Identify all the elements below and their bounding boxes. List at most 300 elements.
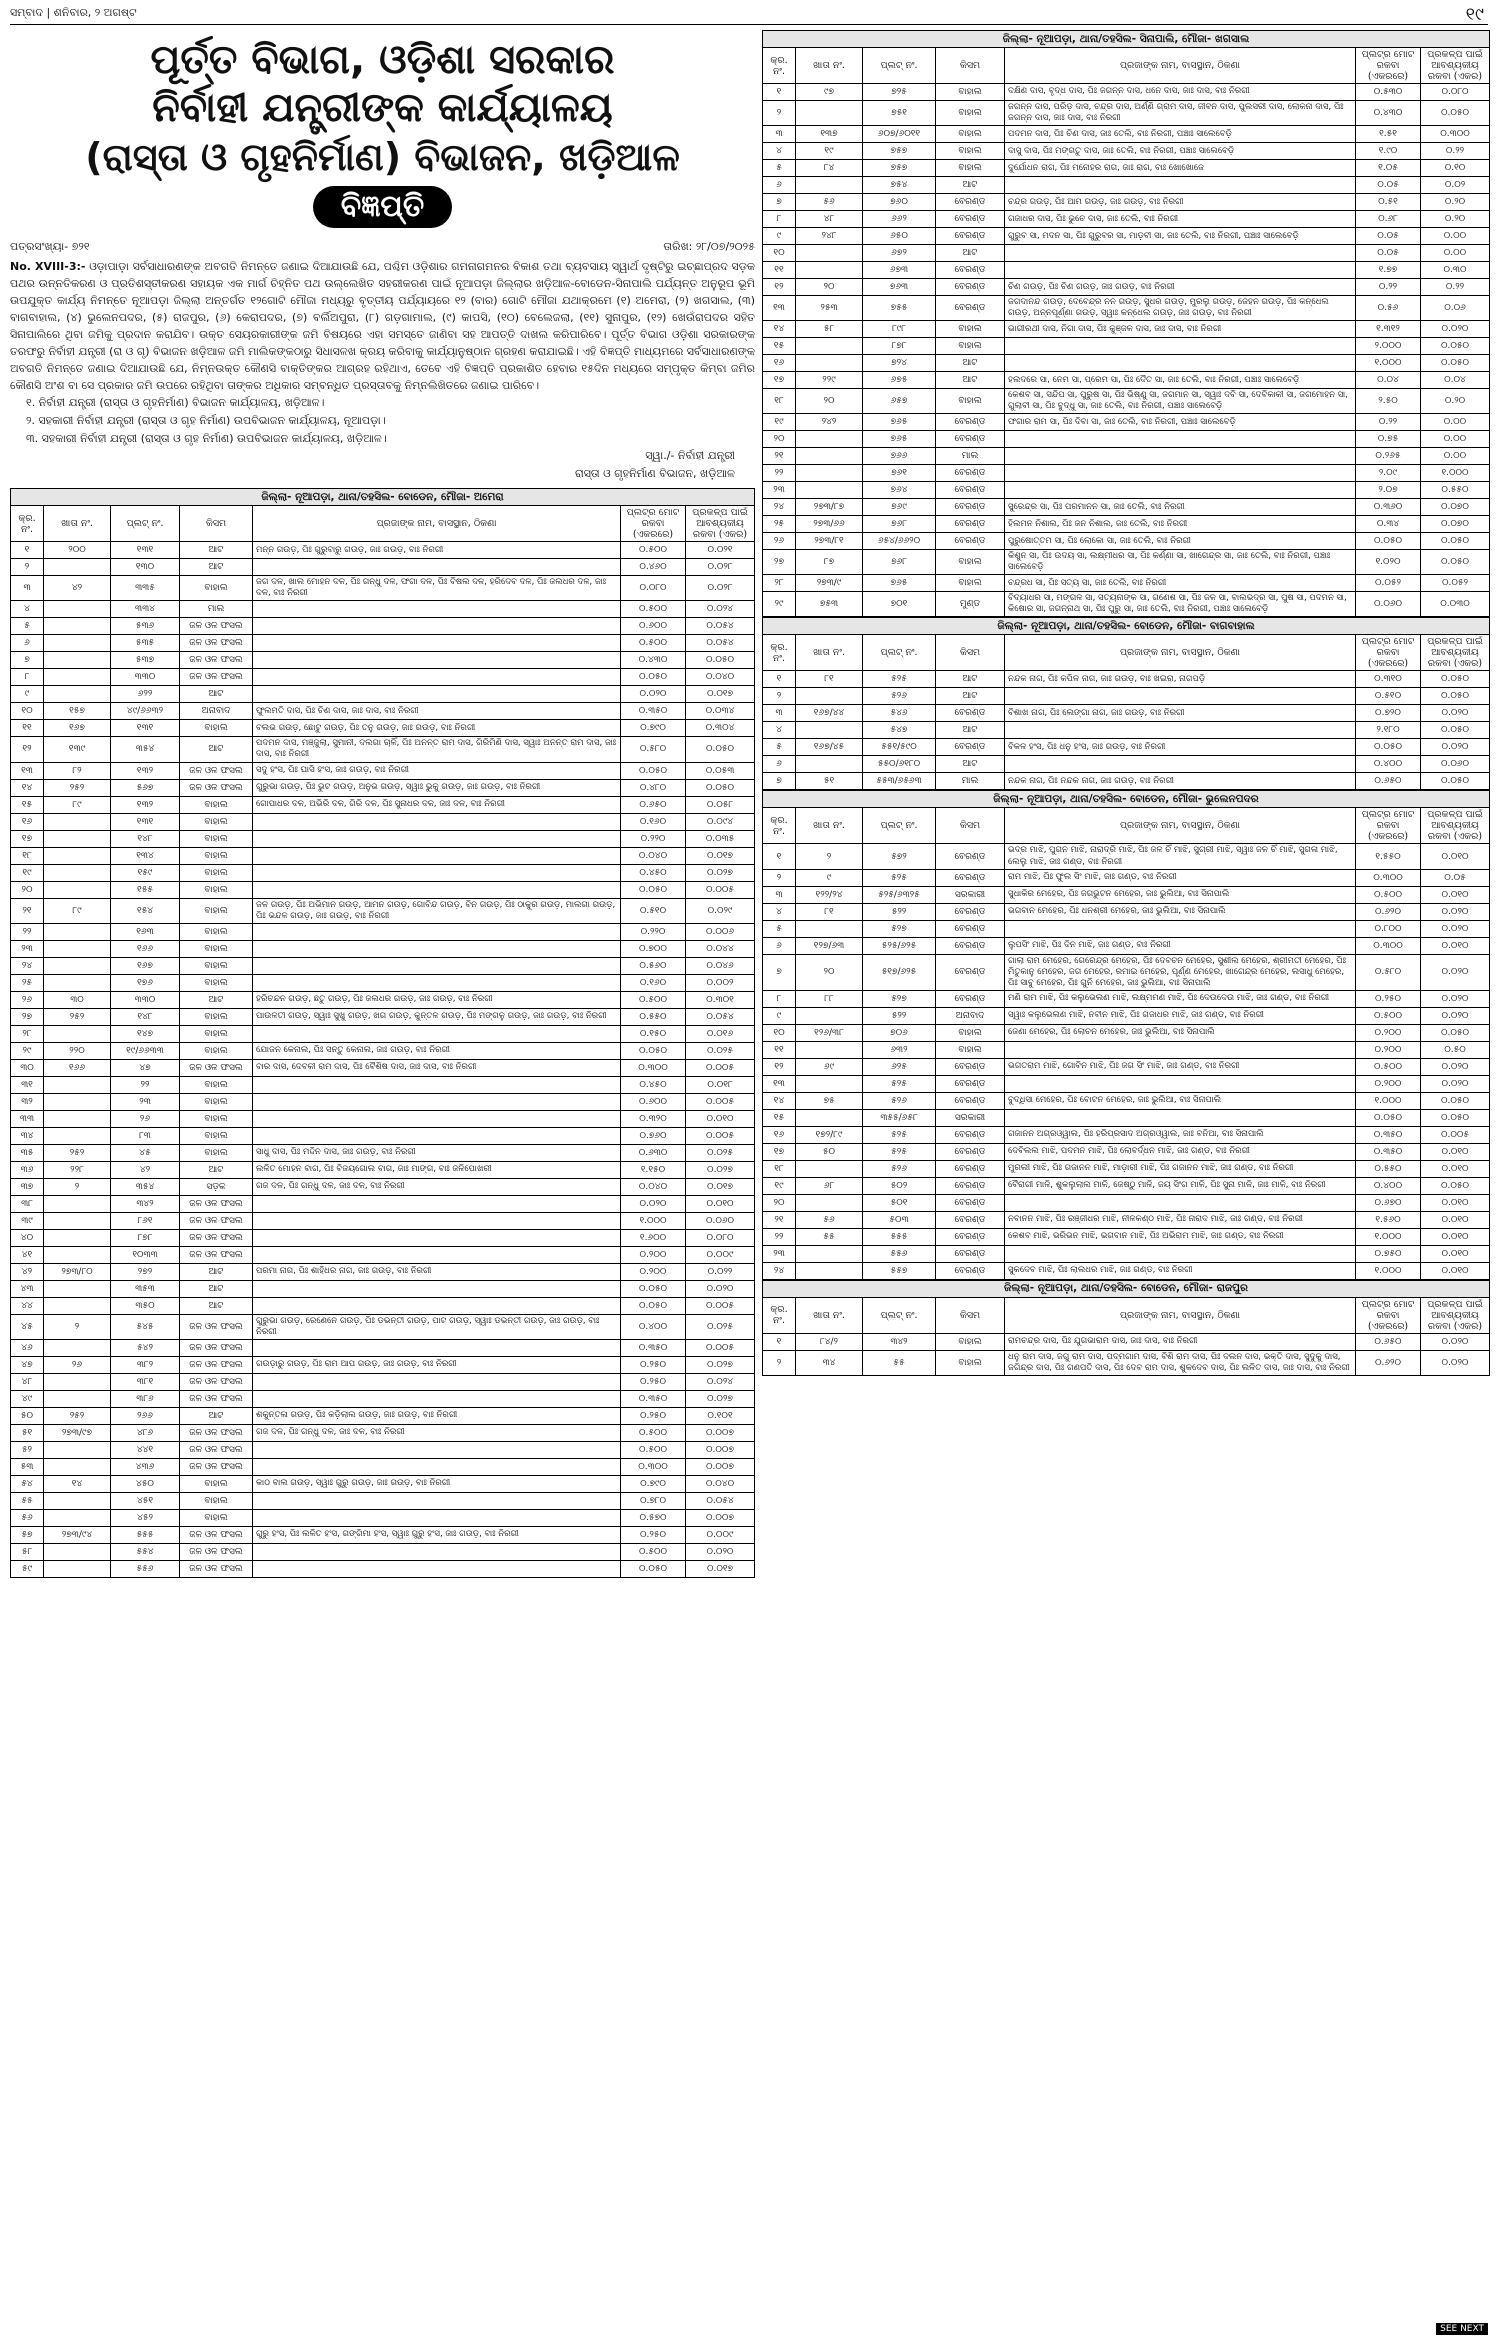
cell-owner — [253, 813, 621, 830]
cell-plot: ୪୫୦ — [111, 1475, 180, 1492]
cell-total-area: ୦.୨୫୦ — [621, 1407, 686, 1424]
cell-khata: ୨୦ — [796, 389, 863, 414]
cell-plot: ୨୩ — [111, 1093, 180, 1110]
cell-total-area: ୦.୫୦୦ — [1356, 1058, 1421, 1075]
cell-total-area: ୧.୯୦ — [1356, 143, 1421, 160]
cell-total-area: ୦.୦୫୦ — [621, 1560, 686, 1577]
cell-kisam: ବାହାଲ — [180, 1492, 253, 1509]
cell-plot: ୪୫୨ — [111, 1509, 180, 1526]
cell-sl: ୨୭ — [11, 1008, 44, 1025]
cell-owner: ବଲଭ ଗଉଡ଼, ଛୋଟୁ ଗଉଡ଼, ପିଃ ତନୁ ଗଉଡ଼, ଜାଃ ଗଉଡ଼, ବାଃ ନିରଗୀ — [253, 720, 621, 737]
cell-khata: ୨୪୨ — [796, 414, 863, 431]
cell-total-area: ୦.୭୯୦ — [621, 1475, 686, 1492]
cell-kisam: ବାହାଲ — [180, 1110, 253, 1127]
cell-kisam: ବେରଣ୍ଡ — [936, 1194, 1005, 1211]
table-row — [763, 482, 1490, 499]
cell-required-area: ୦.୦୧୦ — [1421, 844, 1490, 869]
cell-plot: ୫୨୫ — [863, 869, 936, 886]
cell-owner: ସାଧୁ ଦାସ, ପିଃ ମଦ୍ଦିନ ଦାସ, ଜାଃ ଗଉଡ଼, ବାଃ ନିରଗୀ — [253, 1144, 621, 1161]
cell-sl: ୨୩ — [763, 1245, 796, 1262]
cell-sl: ୧ — [11, 542, 44, 559]
cell-plot: ୫୪୫ — [111, 1314, 180, 1339]
cell-sl: ୨୪ — [763, 499, 796, 516]
cell-sl: ୬ — [763, 177, 796, 194]
cell-kisam: ବାହାଲ — [180, 1144, 253, 1161]
cell-sl: ୧୯ — [11, 864, 44, 881]
cell-required-area: ୦.୦୫୦ — [686, 737, 755, 762]
cell-required-area: ୦.୦୦୫ — [686, 881, 755, 898]
cell-total-area: ୦.୩୦୦ — [621, 1059, 686, 1076]
col-plot: ପ୍ଲଟ୍ ନଂ. — [863, 48, 936, 84]
cell-required-area: ୦.୦୪ — [1421, 372, 1490, 389]
cell-khata: ୨୭୩/୯ — [796, 575, 863, 592]
cell-sl: ୧ — [763, 1333, 796, 1350]
cell-khata: ୩୪ — [796, 1350, 863, 1375]
cell-kisam: ଆଟ — [180, 1280, 253, 1297]
cell-kisam: ବେରଣ୍ଡ — [936, 1143, 1005, 1160]
cell-khata — [44, 1246, 111, 1263]
cell-owner — [1005, 465, 1356, 482]
cell-owner: ଚନ୍ଦ୍ର ଗଉଡ଼, ପିଃ ଆମ ଗଉଡ଼, ଜାଃ ଗଉଡ଼, ବାଃ ନିରଗୀ — [1005, 194, 1356, 211]
cell-khata: ୧୩୯ — [44, 737, 111, 762]
cell-sl: ୨୪ — [763, 1262, 796, 1279]
table-row — [11, 1373, 755, 1390]
cell-khata — [44, 686, 111, 703]
cell-kisam: ବେରଣ୍ଡ — [936, 1228, 1005, 1245]
table-row — [11, 1526, 755, 1543]
table-row — [763, 756, 1490, 773]
cell-total-area: ୨.୫୦ — [1356, 389, 1421, 414]
table-row — [11, 796, 755, 813]
cell-owner: ସଦୁ ହଂସ, ପିଃ ଘାସି ହଂସ, ଜାଃ ଗଉଡ଼, ବାଃ ନିରଗୀ — [253, 762, 621, 779]
cell-sl: ୪୮ — [11, 1373, 44, 1390]
cell-required-area: ୦.୦୦୭ — [686, 1441, 755, 1458]
cell-kisam: ବାହାଲ — [180, 830, 253, 847]
cell-total-area: ୦.୧୫୦ — [621, 1025, 686, 1042]
cell-khata: ୧୨୬/୩୮ — [796, 1024, 863, 1041]
cell-sl: ୨୫ — [11, 974, 44, 991]
cell-total-area: ୦.୩୬୦ — [1356, 499, 1421, 516]
land-table — [762, 30, 1490, 617]
cell-total-area: ୦.୦୨୦ — [621, 1195, 686, 1212]
cell-sl: ୪୦ — [11, 1229, 44, 1246]
cell-total-area: ୦.୦୫୦ — [1356, 739, 1421, 756]
cell-plot: ୫୧୭/୬୨୫ — [863, 954, 936, 990]
cell-owner — [1005, 482, 1356, 499]
cell-required-area: ୦.୦୨୦ — [1421, 1333, 1490, 1350]
cell-plot: ୧୬୭ — [111, 957, 180, 974]
cell-plot: ୪୪୧ — [111, 1441, 180, 1458]
cell-plot: ୮୯୮ — [863, 321, 936, 338]
cell-owner — [253, 1492, 621, 1509]
table-row — [11, 1025, 755, 1042]
cell-total-area: ୦.୪୦୦ — [1356, 1177, 1421, 1194]
cell-kisam: ବାହାଲ — [936, 575, 1005, 592]
cell-kisam: ଜଳ ଓଳ ଫସଲ — [180, 1339, 253, 1356]
cell-sl: ୧୦ — [763, 245, 796, 262]
cell-plot: ୧୪୭ — [111, 1025, 180, 1042]
section-heading: ଜିଲ୍ଲା- ନୂଆପଡ଼ା, ଥାନା/ତହସିଲ- ବୋଡେନ, ମୌଜା- ବାଗବାହାଲ — [763, 618, 1490, 635]
cell-total-area: ୦.୭୯୦ — [621, 720, 686, 737]
table-row — [763, 245, 1490, 262]
cell-plot: ୩୪୨ — [863, 1333, 936, 1350]
cell-plot: ୫୦୩ — [863, 1211, 936, 1228]
cell-kisam: ବେରଣ୍ଡ — [936, 1160, 1005, 1177]
cell-owner — [253, 864, 621, 881]
cell-required-area: ୦.୦୭୦ — [1421, 516, 1490, 533]
cell-kisam: ଜଳ ଓଳ ଫସଲ — [180, 762, 253, 779]
cell-khata — [44, 1297, 111, 1314]
office-title: ନିର୍ବାହୀ ଯନ୍ତ୍ରୀଙ୍କ କାର୍ଯ୍ୟାଳୟ — [152, 85, 613, 131]
cell-kisam: ଜଳ ଓଳ ଫସଲ — [180, 1441, 253, 1458]
table-row — [11, 1441, 755, 1458]
table-row — [763, 1177, 1490, 1194]
cell-owner: ନବାନନ ମାଝି, ପିଃ ରଞ୍ଜୀଧର ମାଝି, ନୀଳକଣ୍ଠ ମାଝି, ପିଃ ନାରାଦ ମାଝି, ଜାଃ ଗଣ୍ଡ, ବାଃ ନିରଗୀ — [1005, 1211, 1356, 1228]
cell-total-area: ୧.୧୫୦ — [621, 1161, 686, 1178]
cell-total-area: ୦.୫୧ — [1356, 194, 1421, 211]
cell-required-area: ୦.୦୨୦ — [1421, 1075, 1490, 1092]
col-owner: ପ୍ରଜାଙ୍କ ନାମ, ବାସସ୍ଥାନ, ଠିକଣା — [1005, 48, 1356, 84]
cell-kisam: ଜଳ ଓଳ ଫସଲ — [180, 635, 253, 652]
cell-sl: ୨୯ — [11, 1042, 44, 1059]
cell-owner — [253, 1127, 621, 1144]
cell-total-area: ୦.୩୫୦ — [621, 703, 686, 720]
cell-khata: ୧୨୭/୬୩ — [796, 937, 863, 954]
cell-owner — [253, 601, 621, 618]
table-row — [11, 1212, 755, 1229]
cell-khata: ୨୨୮ — [44, 1161, 111, 1178]
cell-owner — [1005, 1109, 1356, 1126]
table-row — [11, 1424, 755, 1441]
cell-owner: ଯୋଜନ କେନାଲ, ପିଃ ସନ୍ତୁ କେନାଲ, ଜାଃ ଗଉଡ଼, ବାଃ ନିରଗୀ — [253, 1042, 621, 1059]
cell-total-area: ୨.୦୭ — [1356, 482, 1421, 499]
table-row — [763, 705, 1490, 722]
cell-sl: ୧୬ — [763, 1126, 796, 1143]
cell-owner — [1005, 262, 1356, 279]
section-heading: ଜିଲ୍ଲା- ନୂଆପଡ଼ା, ଥାନା/ତହସିଲ- ବୋଡେନ, ମୌଜା- ଅମେରା — [11, 489, 755, 506]
cell-kisam: ଜଳ ଓଳ ଫସଲ — [180, 1373, 253, 1390]
cell-kisam: ବାହାଲ — [180, 974, 253, 991]
cell-total-area: ୦.୫୦୦ — [621, 542, 686, 559]
cell-plot: ୩୫୫/୬୫୮ — [863, 1109, 936, 1126]
cell-sl: ୧୫ — [763, 338, 796, 355]
table-row — [11, 898, 755, 923]
cell-required-area: ୦.୦୨୦ — [1421, 903, 1490, 920]
table-row — [763, 844, 1490, 869]
table-row — [763, 516, 1490, 533]
cell-total-area: ୦.୪୩୦ — [1356, 101, 1421, 126]
table-row — [763, 722, 1490, 739]
cell-owner: ଦୁର୍ଯୋଧନ ରାଗ, ପିଃ ମନୋହର ରାଗ, ଜାଃ ରାଗ, ବାଃ ଖୋଖୋଜେ — [1005, 160, 1356, 177]
cell-total-area: ୦.୧୬୦ — [621, 974, 686, 991]
col-owner: ପ୍ରଜାଙ୍କ ନାମ, ବାସସ୍ଥାନ, ଠିକଣା — [1005, 635, 1356, 671]
cell-required-area: ୦.୦୨୫ — [686, 1314, 755, 1339]
cell-plot: ୪୯/୬୬୩୨ — [111, 703, 180, 720]
cell-owner — [1005, 1075, 1356, 1092]
cell-required-area: ୦.୦୨୦ — [1421, 1007, 1490, 1024]
cell-required-area: ୦.୦୫୦ — [1421, 722, 1490, 739]
cell-plot: ୭୬୫ — [863, 414, 936, 431]
cell-total-area: ୦.୫୧୦ — [621, 898, 686, 923]
cell-required-area: ୦.୨୦ — [1421, 389, 1490, 414]
cell-owner: ପଦମନ ଦାସ, ପିଃ ଚିଣ ଦାସ, ଜାଃ ତେଲି, ବାଃ ନିରଗୀ, ପଞ୍ଚାଃ ସାଲେବେଡ଼ି — [1005, 126, 1356, 143]
cell-kisam: ବେରଣ୍ଡ — [936, 516, 1005, 533]
cell-plot: ୫୨୬ — [863, 688, 936, 705]
cell-khata: ୧୪ — [44, 1475, 111, 1492]
table-row — [763, 431, 1490, 448]
cell-plot: ୭୬୮ — [863, 550, 936, 575]
cell-sl: ୩ — [11, 576, 44, 601]
cell-plot: ୫୦୧ — [863, 1194, 936, 1211]
col-total-area: ପ୍ଲଟ୍‌ର ମୋଟ ରକବା (ଏକରରେ) — [1356, 48, 1421, 84]
cell-required-area: ୦.୦୨୦ — [1421, 705, 1490, 722]
cell-required-area: ୦.୦୧୭ — [686, 1178, 755, 1195]
table-row — [11, 559, 755, 576]
cell-plot: ୬୩୨ — [863, 1041, 936, 1058]
cell-required-area: ୦.୦୫ — [1421, 869, 1490, 886]
table-row — [763, 1007, 1490, 1024]
cell-owner — [1005, 245, 1356, 262]
cell-owner: ଗଜାନନ ଅଗ୍ରଓ୍ୱାଲ, ପିଃ ହରିପ୍ରସାଦ ଅଗ୍ରଓ୍ୱାଲ, ଜାଃ ବନିଆ, ବାଃ ସିନାପାଲି — [1005, 1126, 1356, 1143]
cell-total-area: ୦.୪୫୦ — [621, 864, 686, 881]
cell-khata — [44, 1509, 111, 1526]
cell-khata: ୨୭୩/୮୧ — [796, 533, 863, 550]
cell-total-area: ୦.୪୦୦ — [621, 1314, 686, 1339]
cell-kisam: ବାହାଲ — [936, 143, 1005, 160]
cell-owner: ଗୁରୁଭା ଗଉଡ଼, ରେଣେନେ ଗଉଡ଼, ପିଃ ଡଭନ୍ତୀ ଗଉଡ଼, ପାଟ ଗଉଡ଼, ସ୍ୱାଃ ଡଭନ୍ତୀ ଗଉଡ଼, ଜାଃ ଗଉଡ଼, ବାଃ ନିରଗୀ — [253, 1314, 621, 1339]
cell-total-area: ୦.୭୫ — [1356, 431, 1421, 448]
cell-owner — [253, 957, 621, 974]
cell-kisam: ବେରଣ୍ଡ — [936, 1092, 1005, 1109]
cell-required-area: ୦.୦୫୦ — [1421, 671, 1490, 688]
cell-plot: ୧୦୩୩ — [111, 1246, 180, 1263]
cell-total-area: ୦.୩୦୦ — [1356, 937, 1421, 954]
cell-owner: ଜଗଦାନନ୍ଦ ଗଉଡ଼, ଦେବେନ୍ଦ୍ର ନନ ଗଉଡ଼, ସୁଧର ଗଉଡ଼, ମୁରଲୁ ଗଉଡ଼, ଜେହନ ଗଉଡ଼, ପିଃ କନ୍ଧେଲ ଗଉଡ଼, ଅନ୍ନପୂର୍ଣ୍ଣା ଗଉଡ଼, ସ୍ୱାଃ କନ୍ଧେଲ ଗଉଡ଼, ଜାଃ ଗଉଡ଼, ବାଃ ନିରଗୀ — [1005, 296, 1356, 321]
col-required-area: ପ୍ରକଳ୍ପ ପାଇଁ ଆବଶ୍ୟକୀୟ ରକବା (ଏକର) — [1421, 808, 1490, 844]
cell-total-area: ୦.୫୦୦ — [621, 635, 686, 652]
cell-owner: ହରିଚନ୍ଦନ ଗଉଡ଼, ଛତୁ ଗଉଡ଼, ପିଃ ଜଲଧର ଗଉଡ଼, ଜାଃ ଗଉଡ଼, ବାଃ ନିରଗୀ — [253, 991, 621, 1008]
cell-kisam: ବେରଣ୍ଡ — [936, 705, 1005, 722]
col-total-area: ପ୍ଲଟ୍‌ର ମୋଟ ରକବା (ଏକରରେ) — [621, 506, 686, 542]
table-row — [11, 1356, 755, 1373]
table-row — [11, 601, 755, 618]
cell-khata — [44, 974, 111, 991]
cell-sl: ୪ — [763, 903, 796, 920]
cell-sl: ୪ — [763, 143, 796, 160]
cell-owner: ମଣି ରାମ ମାଝି, ପିଃ କଲୁଭେଲଣ ମାଝି, ଲକ୍ଷ୍ମମଣ ମାଝି, ପିଃ ଦେଉଦେଉ ମାଝି, ଜାଃ ଗଣ୍ଡ, ବାଃ ନିରଗୀ — [1005, 990, 1356, 1007]
cell-sl: ୨୨ — [11, 923, 44, 940]
cell-plot: ୭୫୭ — [863, 160, 936, 177]
col-khata: ଖାତା ନଂ. — [796, 48, 863, 84]
cell-plot: ୪୫୧ — [111, 1492, 180, 1509]
cell-kisam: ବେରଣ୍ଡ — [936, 482, 1005, 499]
table-row — [11, 1178, 755, 1195]
page-number: ୧୯ — [1465, 4, 1484, 25]
cell-total-area: ୧.୦୨୦ — [1356, 550, 1421, 575]
cell-total-area: ୦.୭୮୦ — [621, 1492, 686, 1509]
table-row — [763, 1333, 1490, 1350]
cell-required-area: ୦.୦୨ — [1421, 177, 1490, 194]
cell-owner — [253, 1297, 621, 1314]
cell-plot: ୩୮୧ — [111, 1373, 180, 1390]
cell-khata: ୫୬ — [796, 1211, 863, 1228]
cell-khata: ୯୭ — [796, 84, 863, 101]
table-row — [763, 355, 1490, 372]
cell-owner: ଲୁପସିଂ ମାଝି, ପିଃ ଦିନ ମାଝି, ଜାଃ ଗଣ୍ଡ, ବାଃ ନିରଗୀ — [1005, 937, 1356, 954]
cell-kisam: ଜଳ ଓଳ ଫସଲ — [180, 652, 253, 669]
table-row — [763, 1143, 1490, 1160]
table-row — [763, 389, 1490, 414]
cell-total-area: ୦.୮୦୦ — [1356, 920, 1421, 937]
cell-total-area: ୦.୦୫ — [1356, 245, 1421, 262]
cell-owner: ଗଉଡ଼ାରୁ ଗଉଡ଼, ପିଃ ରାମ ଆପ ଗଉଡ଼, ଜାଃ ଗଉଡ଼, ବାଃ ନିରଗୀ — [253, 1356, 621, 1373]
cell-kisam: ଆଟ — [180, 1161, 253, 1178]
cell-khata — [44, 669, 111, 686]
cell-owner: ଦାସୁ ଦାସ, ପିଃ ମଙ୍ଗତୁ ଦାସ, ଜାଃ ତେଲି, ବାଃ ନିରଗୀ, ପଞ୍ଚାଃ ସାଲେବେଡ଼ି — [1005, 143, 1356, 160]
cell-total-area: ୦.୦୪ — [1356, 372, 1421, 389]
cell-owner — [253, 686, 621, 703]
col-plot: ପ୍ଲଟ୍ ନଂ. — [863, 635, 936, 671]
cell-sl: ୧୪ — [11, 779, 44, 796]
cell-sl: ୨୩ — [11, 940, 44, 957]
cell-kisam: ବେରଣ୍ଡ — [936, 869, 1005, 886]
col-owner: ପ୍ରଜାଙ୍କ ନାମ, ବାସସ୍ଥାନ, ଠିକଣା — [253, 506, 621, 542]
cell-kisam: ବେରଣ୍ଡ — [936, 1211, 1005, 1228]
cell-kisam: ବାହାଲ — [180, 1008, 253, 1025]
cell-khata: ୮୪ — [796, 160, 863, 177]
address-item: ୧. ନିର୍ବାହୀ ଯନ୍ତ୍ରୀ (ରାସ୍ତା ଓ ଗୃହନିର୍ମାଣ) ବିଭାଜନ କାର୍ଯ୍ୟାଳୟ, ଖଡ଼ିଆଳ। — [26, 396, 325, 410]
table-row — [11, 1042, 755, 1059]
cell-total-area: ୦.୦୬୦ — [1356, 592, 1421, 617]
cell-kisam: ବେରଣ୍ଡ — [936, 1177, 1005, 1194]
cell-total-area: ୦.୦୨୦ — [621, 686, 686, 703]
cell-total-area: ୦.୫୬୦ — [621, 957, 686, 974]
cell-kisam: ଆଟ — [936, 245, 1005, 262]
cell-required-area: ୦.୦୧୭ — [686, 847, 755, 864]
cell-total-area: ୦.୬୫୦ — [621, 796, 686, 813]
cell-khata: ୬୯ — [796, 1058, 863, 1075]
cell-khata: ୨ — [44, 1178, 111, 1195]
cell-khata — [796, 448, 863, 465]
cell-sl: ୬ — [763, 937, 796, 954]
cell-khata: ୨୫୨ — [44, 779, 111, 796]
cell-sl: ୫୭ — [11, 1526, 44, 1543]
cell-kisam: ବାହାଲ — [936, 101, 1005, 126]
cell-owner: ବୁଦ୍ଧିସା ମେହେର, ପିଃ ବୋଟନ ମେହେର, ଜାଃ ଭୁଲିଆ, ବାଃ ସିନାପାଲି — [1005, 1092, 1356, 1109]
cell-sl: ୨୧ — [763, 448, 796, 465]
cell-owner: ସୁକଦେବ ମାଝି, ପିଃ ଲାଲଧର ମାଝି, ଜାଃ ଗଣ୍ଡ, ବାଃ ନିରଗୀ — [1005, 1262, 1356, 1279]
table-row — [11, 779, 755, 796]
cell-owner: ଭଦ୍ର ମାଝି, ପୁଗନ ମାଝି, ନାରାଦ୍ରି ମାଝି, ପିଃ ଜଳ ଚିଁ ମାଝି, ସୁଗ୍ରୀ ମାଝି, ସ୍ୱାଃ ଜଳ ଚିଁ ମାଝି, ସୁଗଳା ମାଝି, ଲେଲୁ ମାଝି, ଜାଃ ଗଣ୍ଡ, ବାଃ ନିରଗୀ — [1005, 844, 1356, 869]
cell-plot: ୬୫୭ — [863, 389, 936, 414]
cell-khata: ୨୭୩/୮୭ — [796, 499, 863, 516]
cell-total-area: ୦.୩୨୦ — [621, 1110, 686, 1127]
cell-required-area: ୦.୦୨୦ — [1421, 321, 1490, 338]
cell-sl: ୭ — [763, 773, 796, 790]
cell-total-area: ୦.୭୦୦ — [621, 940, 686, 957]
cell-kisam: ବାହାଲ — [180, 1093, 253, 1110]
cell-sl: ୨୨ — [763, 465, 796, 482]
cell-total-area: ୦.୨୦୦ — [1356, 1024, 1421, 1041]
cell-kisam: ସରକାରୀ — [936, 1109, 1005, 1126]
cell-total-area: ୦.୫୦୦ — [1356, 886, 1421, 903]
cell-owner: ପଦମନ ଦାସ, ମଞ୍ଜୁଲା, ସୁମାନୀ, ଦଲଗା ଚାଳିଁ, ପିଃ ଅନନ୍ତ ରାମ ଦାସ, ଗିରିମିଣି ଦାସ, ସ୍ୱାଃ ଅନନ୍ତ ରାମ ଦାସ, ଜାଃ ଦାସ, ବାଃ ନିରଗୀ — [253, 737, 621, 762]
cell-plot: ୧୩୨ — [111, 796, 180, 813]
cell-total-area: ୦.୦୪୦ — [621, 847, 686, 864]
cell-total-area: ୨.୦୯ — [1356, 465, 1421, 482]
cell-kisam: ଆଟ — [180, 686, 253, 703]
table-row — [763, 465, 1490, 482]
cell-required-area: ୦.୦୨୦ — [1421, 1058, 1490, 1075]
cell-required-area: ୦.୦୨୦ — [1421, 1350, 1490, 1375]
cell-owner: ଗାଲା ରାମ ମେହେର, ଗେରେନ୍ଦ୍ର ମେହେର, ପିଃ ଦେବଚନ ମେହେର, ସୁଶୀଲ ମେହେର, ଶ୍ରୀମତୀ ମେହେର, ପିଃ ମିତୁକାନୁ ମେହେର, ଜଗ ମେହେର, ରମାଇ ମେହେର, ପୂର୍ଣ୍ଣ ମେହେର, ଖାଗେନ୍ଦ୍ର ମେହେର, ଲସାଧୁ ମେହେର, ପିଃ ସାବୁ ମେହେର, ପିଃ ଗୁନି ମେହେର, ଜାଃ ଭୁଲିଆ, ବାଃ ସିନାପାଲି — [1005, 954, 1356, 990]
cell-plot: ୫୨୫ — [863, 1143, 936, 1160]
cell-kisam: ବାହାଲ — [180, 796, 253, 813]
cell-sl: ୫୯ — [11, 1560, 44, 1577]
cell-owner — [253, 1509, 621, 1526]
cell-required-area: ୦.୦୦୫ — [686, 1297, 755, 1314]
cell-owner: ଗଜ ଦଳ, ପିଃ ଗନ୍ଧୁ ଦଳ, ଜାଃ ଦଳ, ବାଃ ନିରଗୀ — [253, 1424, 621, 1441]
letter-number: ପତ୍ରସଂଖ୍ୟା- ୭୨୧ — [10, 240, 90, 253]
cell-owner — [253, 559, 621, 576]
cell-kisam: ବେରଣ୍ଡ — [936, 1058, 1005, 1075]
cell-khata: ୫୬ — [796, 194, 863, 211]
cell-sl: ୧୩ — [763, 296, 796, 321]
cell-sl: ୨ — [763, 101, 796, 126]
table-row — [763, 1075, 1490, 1092]
cell-kisam: ଜଳ ଓଳ ଫସଲ — [180, 1212, 253, 1229]
cell-total-area: ୦.୨୨୦ — [621, 923, 686, 940]
cell-total-area: ୦.୩୦୦ — [621, 1458, 686, 1475]
cell-sl: ୨୨ — [763, 1228, 796, 1245]
cell-required-area: ୦.୦୨୦ — [1421, 739, 1490, 756]
cell-sl: ୨୩ — [763, 482, 796, 499]
table-row — [763, 279, 1490, 296]
cell-total-area: ୦.୦୫୦ — [1356, 1109, 1421, 1126]
cell-total-area: ୦.୫୬ — [1356, 296, 1421, 321]
cell-khata — [44, 1195, 111, 1212]
cell-owner: ଶକୁନ୍ତଳା ଗଉଡ଼, ପିଃ କଡ଼ିଲାଲ ଗଉଡ଼, ଜାଃ ଗଉଡ଼, ବାଃ ନିରଗୀ — [253, 1407, 621, 1424]
cell-kisam: ବାହାଲ — [180, 864, 253, 881]
cell-plot: ୫୩୬ — [111, 618, 180, 635]
cell-plot: ୭୫୫ — [863, 296, 936, 321]
cell-total-area: ୦.୦୫ — [1356, 228, 1421, 245]
cell-khata: ୮୧ — [796, 671, 863, 688]
cell-sl: ୪୭ — [11, 1356, 44, 1373]
table-row — [763, 321, 1490, 338]
cell-sl: ୨୫ — [763, 516, 796, 533]
cell-khata — [796, 465, 863, 482]
cell-owner — [253, 830, 621, 847]
division-title: (ରାସ୍ତା ଓ ଗୃହନିର୍ମାଣ) ବିଭାଜନ, ଖଡ଼ିଆଳ — [85, 135, 680, 179]
cell-plot: ୭୫୪ — [863, 177, 936, 194]
cell-required-area: ୦.୦୫୪ — [686, 618, 755, 635]
cell-required-area: ୦.୦୧୦ — [1421, 937, 1490, 954]
cell-khata — [796, 756, 863, 773]
cell-required-area: ୦.୦୦୫ — [686, 1059, 755, 1076]
table-row — [763, 739, 1490, 756]
table-row — [11, 1280, 755, 1297]
table-row — [11, 1314, 755, 1339]
cell-required-area: ୦.୦୫୦ — [1421, 773, 1490, 790]
col-total-area: ପ୍ଲଟ୍‌ର ମୋଟ ରକବା (ଏକରରେ) — [1356, 1297, 1421, 1333]
table-row — [11, 1560, 755, 1577]
cell-required-area: ୦.୦୨୦ — [1421, 954, 1490, 990]
cell-total-area: ୦.୫୦୦ — [621, 1441, 686, 1458]
cell-kisam: ବାହାଲ — [180, 1025, 253, 1042]
table-body — [763, 671, 1490, 790]
cell-khata — [44, 1076, 111, 1093]
